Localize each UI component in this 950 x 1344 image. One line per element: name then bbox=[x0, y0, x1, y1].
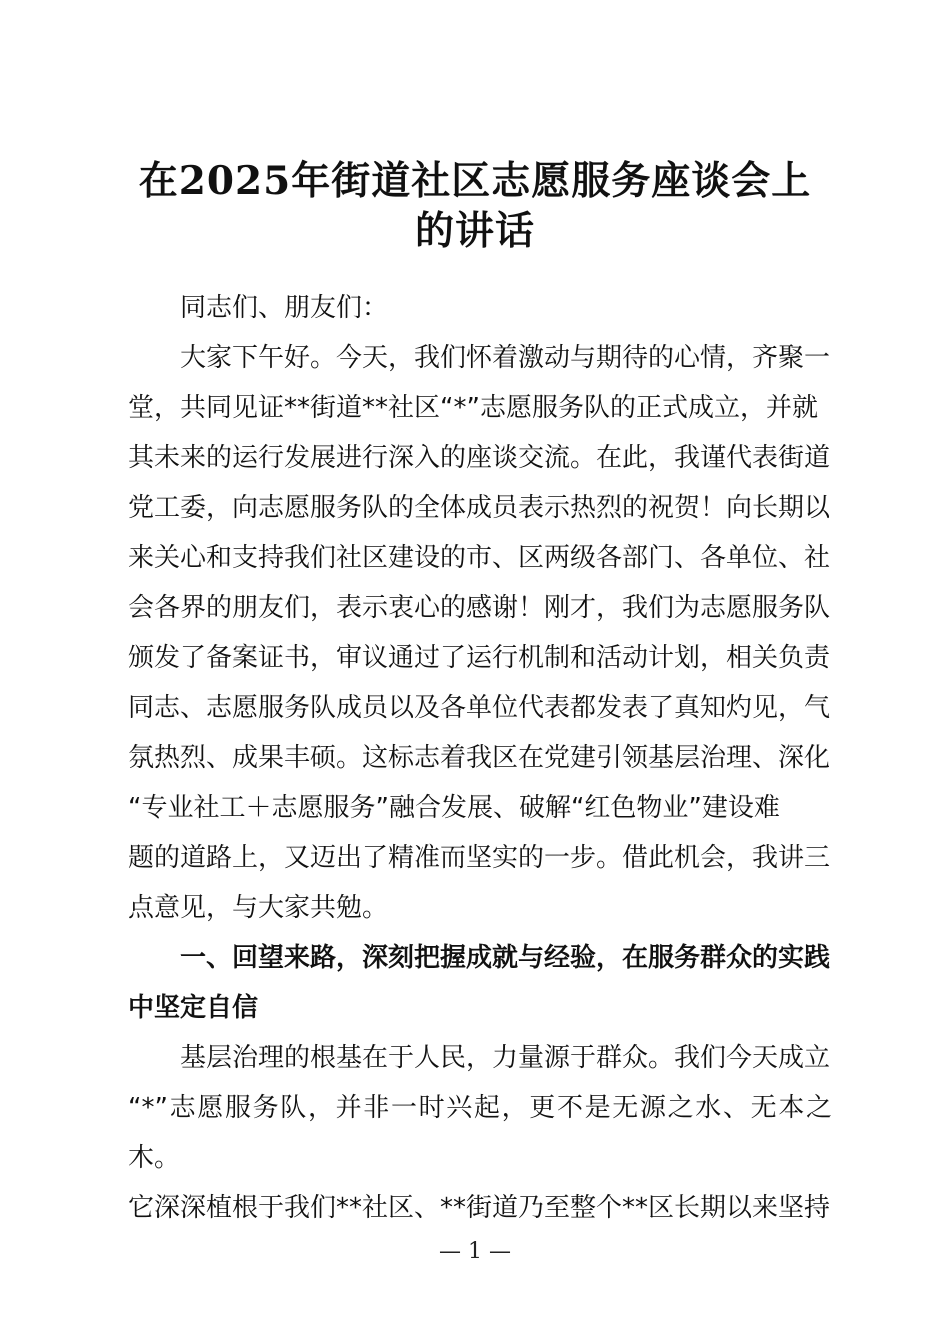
document-body bbox=[128, 283, 832, 1233]
section-heading-1: 一、回望来路，深刻把握成就与经验，在服务群众的实践 中坚定自信 bbox=[128, 943, 831, 1023]
page-number: — 1 — bbox=[439, 1239, 511, 1264]
section-1-paragraph: 基层治理的根基在于人民，力量源于群众。我们今天成立 “*”志愿服务队，并非一时兴起，更不是无源之水、无本之木。 它深深植根于我们**社区、**街道乃至整个**区长期以来坚持 bbox=[128, 1043, 832, 1223]
salutation-paragraph: 同志们、朋友们： bbox=[180, 293, 389, 323]
opening-paragraph: 大家下午好。今天，我们怀着激动与期待的心情，齐聚一 堂，共同见证**街道**社区“*”志愿服务队的正式成立，并就 其未来的运行发展进行深入的座谈交流。在此，我谨代表街道 党工委，向志愿服务队的全体成员表示热烈的祝贺！向长期以 来关心和支持我们社区建设的市、区两级各部门、各单位、社 会各界的朋友们，表示衷心的感谢！刚才，我们为志愿服务队 颁发了备案证书，审议通过了运行机制和活动计划，相关负责 同志、志愿服务队成员以及各单位代表都发表了真知灼见，气 氛热烈、成果丰硕。这标志着我区在党建引领基层治理、深化 “专业社工＋志愿服务”融合发展、破解“红色物业”建设难 题的道路上，又迈出了精准而坚实的一步。借此机会，我讲三 点意见，与大家共勉。 bbox=[128, 343, 831, 923]
document-title: 在2025年街道社区志愿服务座谈会上 的讲话 bbox=[138, 158, 812, 254]
